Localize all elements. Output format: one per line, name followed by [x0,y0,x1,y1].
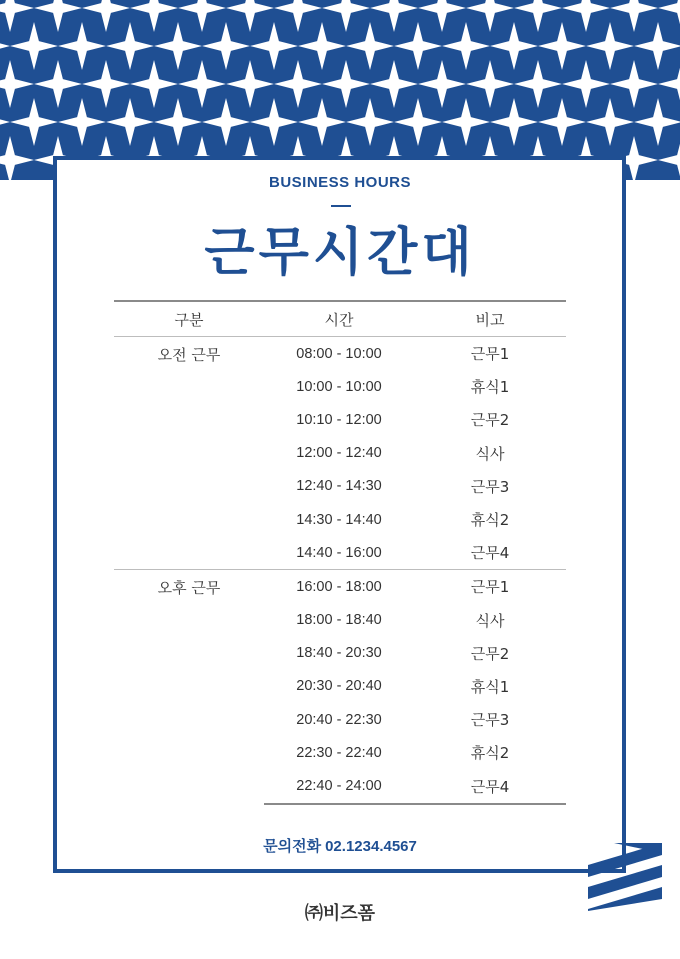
note-cell: 식사 [475,444,505,463]
note-cell: 근무2 [470,644,510,663]
table-row [114,337,566,371]
time-cell: 10:00 - 10:00 [296,378,382,395]
table-row [114,570,566,604]
business-hours-label: BUSINESS HOURS [268,174,412,191]
note-cell: 근무3 [470,711,510,730]
column-header-note: 비고 [475,310,505,329]
time-cell: 12:00 - 12:40 [296,445,382,462]
time-cell: 14:40 - 16:00 [296,544,382,561]
table-header-row [114,301,566,337]
note-cell: 근무4 [414,769,566,803]
note-cell: 휴식2 [470,511,510,530]
time-cell: 16:00 - 18:00 [264,570,414,604]
title-divider [331,205,351,207]
note-cell: 휴식2 [470,744,510,763]
note-cell: 근무1 [414,570,566,604]
contact-info [0,835,680,856]
time-cell: 08:00 - 10:00 [296,345,382,362]
period-cell: 오전 근무 [157,346,221,364]
time-cell: 14:30 - 14:40 [296,511,382,528]
time-cell: 22:40 - 24:00 [264,769,414,803]
column-header-period: 구분 [174,310,204,329]
time-cell: 18:40 - 20:30 [296,645,382,662]
note-cell: 근무4 [470,544,510,563]
time-cell: 18:00 - 18:40 [296,612,382,629]
note-cell: 근무1 [470,345,510,364]
time-cell: 20:30 - 20:40 [296,678,382,695]
time-cell: 22:30 - 22:40 [296,744,382,761]
note-cell: 휴식1 [470,677,510,696]
time-cell: 10:10 - 12:00 [296,411,382,428]
contact-label: 문의전화 [263,837,322,855]
company-name: ㈜비즈폼 [304,903,376,924]
column-header-time: 시간 [324,310,354,329]
time-cell: 12:40 - 14:30 [296,478,382,495]
page-title: 근무시간대 [204,223,476,283]
period-cell: 오후 근무 [114,570,264,804]
schedule-table [114,300,566,805]
note-cell: 근무3 [470,477,510,496]
time-cell: 20:40 - 22:30 [296,711,382,728]
note-cell: 휴식1 [470,378,510,397]
contact-phone-number[interactable]: 02.1234.4567 [325,838,417,855]
note-cell: 식사 [475,611,505,630]
note-cell: 근무2 [470,411,510,430]
